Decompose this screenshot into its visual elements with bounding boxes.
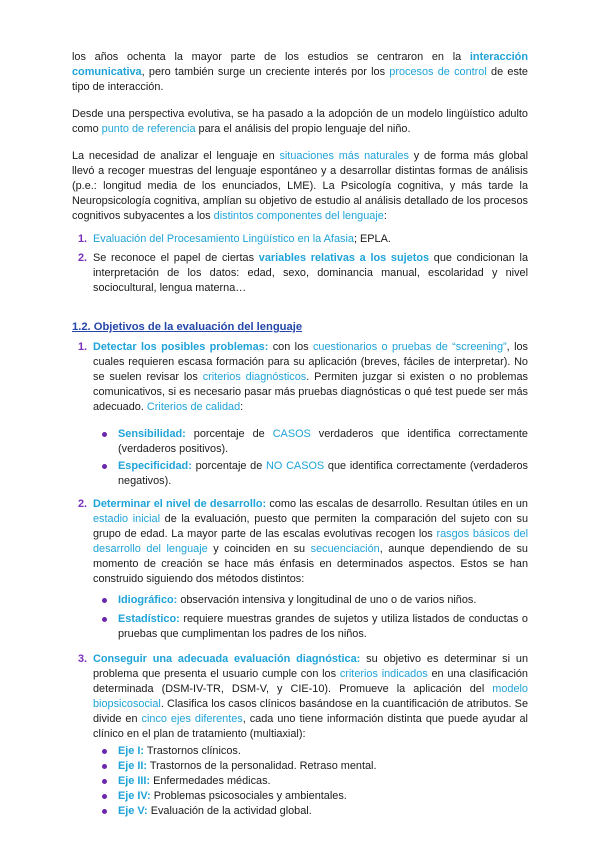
bullet-item: Sensibilidad: porcentaje de CASOS verdaderos que identifica correctamente (verdaderos positivos). xyxy=(72,427,528,457)
intro-paragraph-3: La necesidad de analizar el lenguaje en situaciones más naturales y de forma más global llevó a recoger muestras del lenguaje espontáneo y a desarrollar distintas formas de análisis (p.e.: longitud media de los enunciados, LME). La Psicología cognitiva, y más tarde la Neuropsicología cognitiva, amplían su objetivo de estudio al análisis detallado de los procesos cognitivos subyacentes a los distintos componentes del lenguaje: xyxy=(72,150,528,222)
bullet-item: Especificidad: porcentaje de NO CASOS que identifica correctamente (verdaderos negativos). xyxy=(72,459,528,489)
objective-item-1: 1. Detectar los posibles problemas: con los cuestionarios o pruebas de “screening”, los cuales requieren escasa formación para su aplicación (breves, fáciles de interpretar). No se suelen revisar los criterios diagnósticos. Permiten juzgar si existen o no problemas comunicativos, si es necesario pasar más pruebas diagnósticas o qué test puede ser más adecuado. Criterios de calidad: xyxy=(78,341,528,413)
bullet-icon xyxy=(102,764,107,769)
intro-list-item: 2. Se reconoce el papel de ciertas variables relativas a los sujetos que condicionan la interpretación de los datos: edad, sexo, dominancia manual, escolaridad y nivel sociocultural, lengua materna… xyxy=(78,252,528,294)
axis-item: Eje IV: Problemas psicosociales y ambientales. xyxy=(72,789,528,804)
intro-paragraph-2: Desde una perspectiva evolutiva, se ha pasado a la adopción de un modelo lingüístico adulto como punto de referencia para el análisis del propio lenguaje del niño. xyxy=(72,108,528,135)
bullet-icon xyxy=(102,432,107,437)
axis-item: Eje III: Enfermedades médicas. xyxy=(72,774,528,789)
intro-paragraph-1: los años ochenta la mayor parte de los estudios se centraron en la interacción comunicativa, pero también surge un creciente interés por los procesos de control de este tipo de interacción. xyxy=(72,51,528,93)
document-page xyxy=(72,50,528,819)
axis-item: Eje II: Trastornos de la personalidad. Retraso mental. xyxy=(72,759,528,774)
bullet-item: Idiográfico: observación intensiva y longitudinal de uno o de varios niños. xyxy=(72,593,528,608)
objective-item-3: 3. Conseguir una adecuada evaluación diagnóstica: su objetivo es determinar si un problema que presenta el usuario cumple con los criterios indicados en una clasificación determinada (DSM-IV-TR, DSM-V, y CIE-10). Promueve la aplicación del modelo biopsicosocial. Clasifica los casos clínicos basándose en la cuantificación de atributos. Se divide en cinco ejes diferentes, cada uno tiene información distinta que puede ayudar al clínico en el plan de tratamiento (multiaxial): xyxy=(78,653,529,740)
bullet-item: Estadístico: requiere muestras grandes de sujetos y utiliza listados de conductas o pruebas que cumplimentan los padres de los niños. xyxy=(72,612,528,642)
intro-list-item: 1. Evaluación del Procesamiento Lingüístico en la Afasia; EPLA. xyxy=(78,233,391,245)
objective-item-2: 2. Determinar el nivel de desarrollo: como las escalas de desarrollo. Resultan útiles en un estadio inicial de la evaluación, puesto que permiten la comparación del sujeto con su grupo de edad. La mayor parte de las escalas evolutivas recogen los rasgos básicos del desarrollo del lenguaje y coinciden en su secuenciación, aunque dependiendo de su momento de creación se hace más énfasis en determinados aspectos. Estos se han construido siguiendo dos métodos distintos: xyxy=(78,498,529,585)
bullet-icon xyxy=(102,779,107,784)
section-heading: 1.2. Objetivos de la evaluación del lenguaje xyxy=(72,321,303,333)
bullet-icon xyxy=(102,464,107,469)
bullet-icon xyxy=(102,617,107,622)
bullet-icon xyxy=(102,794,107,799)
bullet-icon xyxy=(102,749,107,754)
bullet-icon xyxy=(102,598,107,603)
axis-item: Eje I: Trastornos clínicos. xyxy=(72,744,528,759)
bullet-icon xyxy=(102,809,107,814)
axis-item: Eje V: Evaluación de la actividad global. xyxy=(72,804,528,819)
